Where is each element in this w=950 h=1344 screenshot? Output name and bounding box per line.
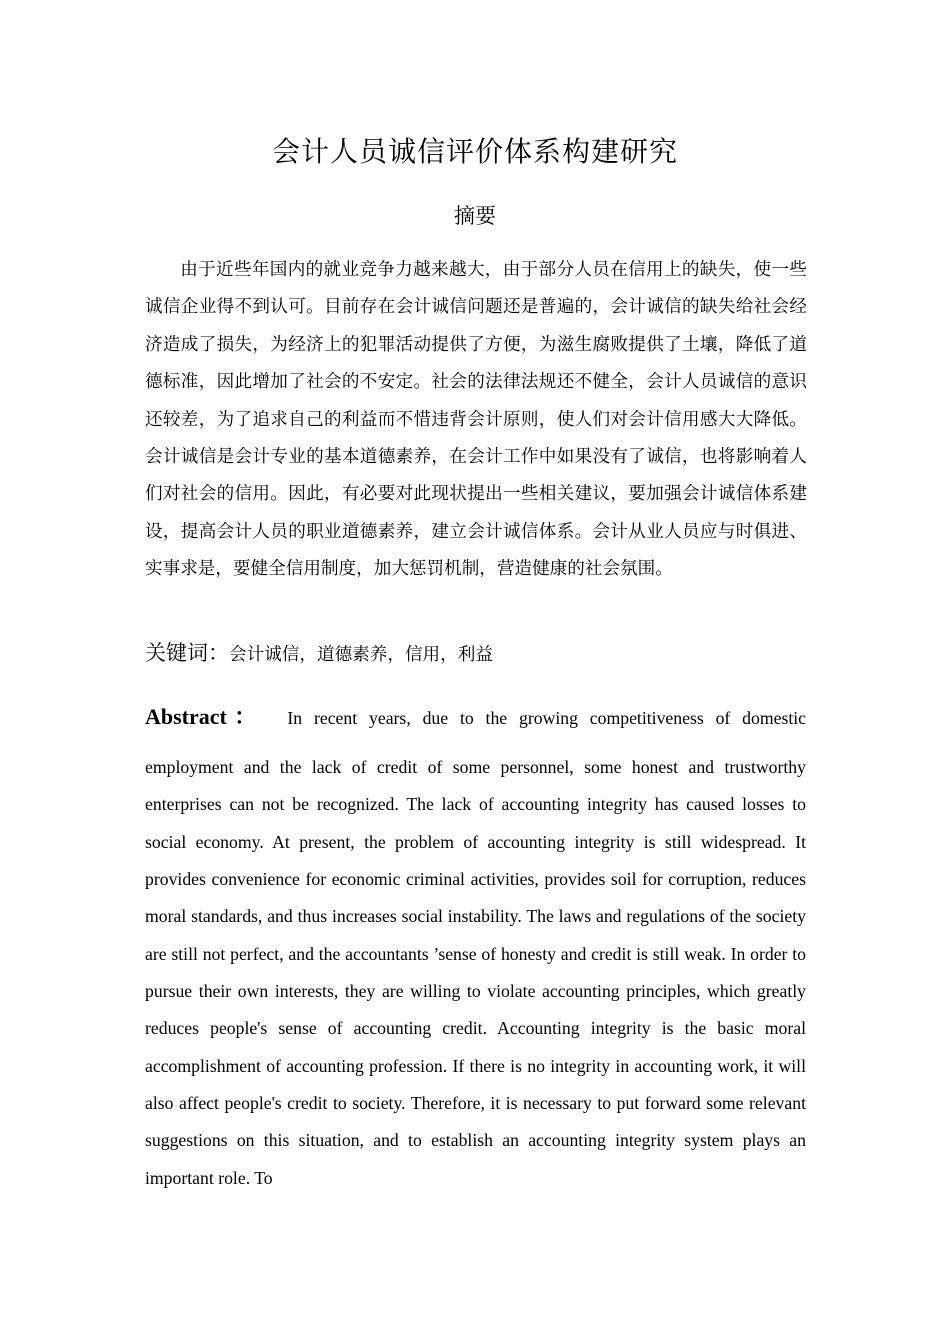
english-abstract-label: Abstract： [145,704,264,729]
chinese-abstract-paragraph: 由于近些年国内的就业竞争力越来越大，由于部分人员在信用上的缺失，使一些诚信企业得不到认可。目前存在会计诚信问题还是普遍的，会计诚信的缺失给社会经济造成了损失，为经济上的犯罪活动提供了方便，为滋生腐败提供了土壤，降低了道德标准，因此增加了社会的不安定。社会的法律法规还不健全，会计人员诚信的意识还较差，为了追求自己的利益而不惜违背会计原则，使人们对会计信用感大大降低。会计诚信是会计专业的基本道德素养，在会计工作中如果没有了诚信，也将影响着人们对社会的信用。因此，有必要对此现状提出一些相关建议，要加强会计诚信体系建设，提高会计人员的职业道德素养，建立会计诚信体系。会计从业人员应与时俱进、实事求是，要健全信用制度，加大惩罚机制，营造健康的社会氛围。 [145,260,807,580]
keywords-line [145,637,807,671]
page-title: 会计人员诚信评价体系构建研究 [271,135,678,168]
english-abstract-opening: In recent years, due to the growing competitiveness of domestic [287,708,807,728]
abstract-heading: 摘要 [454,204,496,228]
keywords-label: 关键词： [145,641,229,665]
keywords-text: 会计诚信，道德素养，信用，利益 [229,645,493,665]
english-abstract-first-line [145,701,806,734]
english-abstract-text: employment and the lack of credit of some personnel, some honest and trustworthy enterprises can not be recognized. The lack of accounting integrity has caused losses to social economy. At present, the problem of accounting integrity is still widespread. It provides convenience for economic criminal activities, provides soil for corruption, reduces moral standards, and thus increases social instability. The laws and regulations of the society are still not perfect, and the accountants ’sense of honesty and credit is still weak. In order to pursue their own interests, they are willing to violate accounting principles, which greatly reduces people's sense of accounting credit. Accounting integrity is the basic moral accomplishment of accounting profession. If there is no integrity in accounting work, it will also affect people's credit to society. Therefore, it is necessary to put forward some relevant suggestions on this situation, and to establish an accounting integrity system plays an important role. To [145,757,806,1188]
english-abstract-paragraph [145,701,806,1197]
